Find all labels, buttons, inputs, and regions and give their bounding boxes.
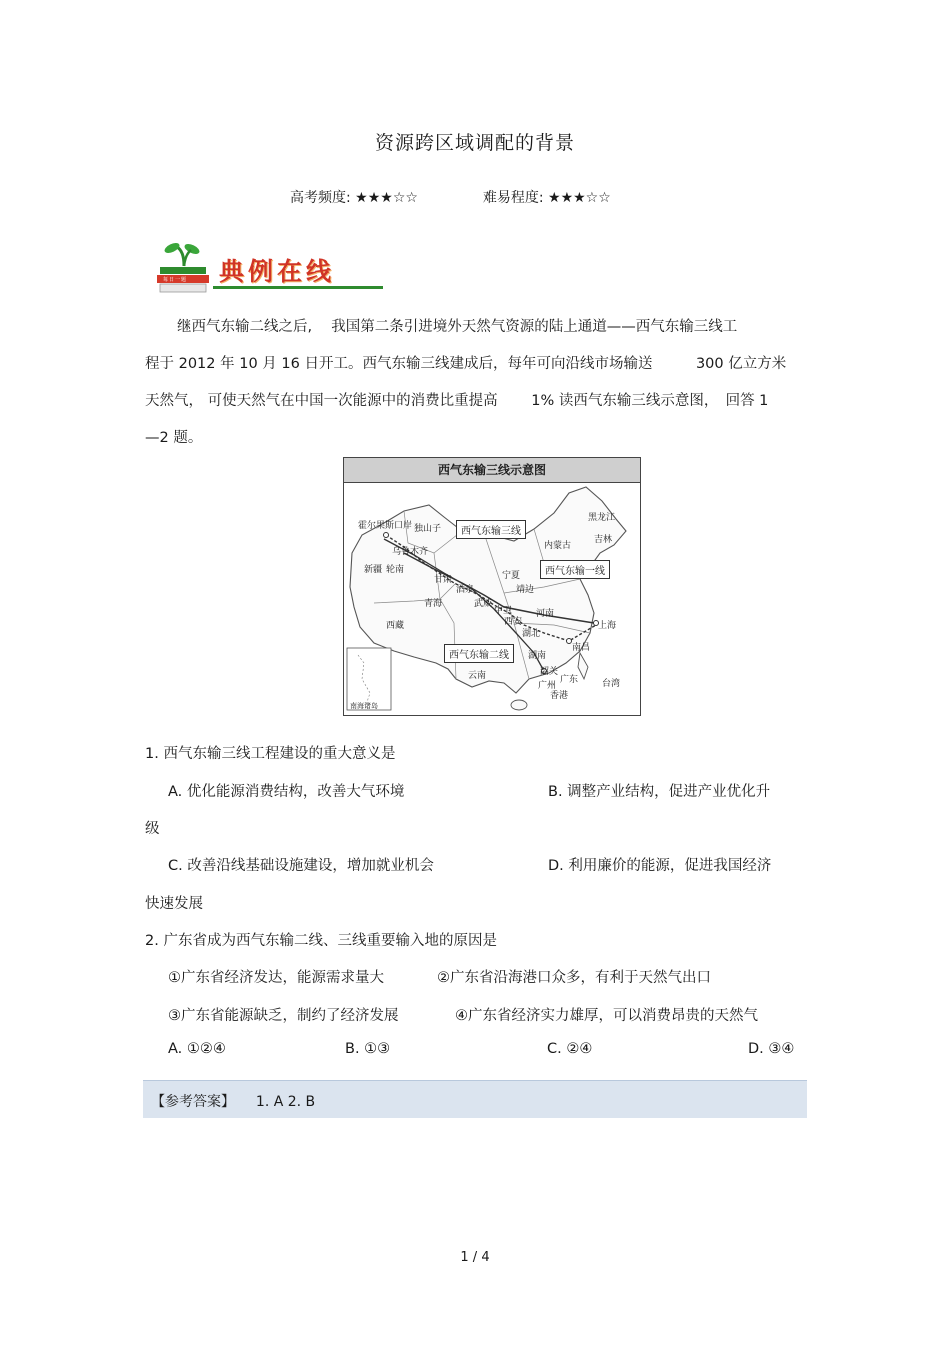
difficulty-label: 难易程度:: [482, 190, 544, 206]
intro-line-2: 程于 2012 年 10 月 16 日开工。西气东输三线建成后，每年可向沿线市场输送 300 亿立方米: [145, 356, 787, 372]
map-label-horgos: 霍尔果斯口岸: [358, 521, 413, 531]
section-banner: [155, 240, 385, 295]
map-label-shanghai: 上海: [598, 621, 617, 631]
map-label-dushanzi: 独山子: [414, 524, 442, 534]
q2-statement-2: ②广东省沿海港口众多，有利于天然气出口: [437, 970, 711, 986]
callout-line-3: 西气东输三线: [456, 520, 526, 539]
frequency-stars: ★★★☆☆: [355, 190, 418, 206]
map-label-hunan: 湖南: [528, 651, 547, 661]
map-label-south-china-sea: 南海诸岛: [350, 702, 378, 710]
map-label-jingbian: 靖边: [516, 585, 535, 595]
banner-underline: [213, 286, 383, 289]
map-title: 西气东输三线示意图: [344, 458, 640, 483]
meta-line: [290, 187, 611, 207]
map-label-neimenggu: 内蒙古: [544, 541, 572, 551]
q2-option-b: B. ①③: [345, 1041, 391, 1057]
answer-bar: [143, 1080, 807, 1118]
q1-option-b: B. 调整产业结构，促进产业优化升: [548, 784, 771, 800]
banner-badge: 每日一题: [163, 277, 188, 283]
map-label-xian: 西安: [504, 617, 523, 627]
q1-option-a: A. 优化能源消费结构，改善大气环境: [168, 784, 405, 800]
callout-line-2: 西气东输二线: [444, 644, 514, 663]
q1-option-b-cont: 级: [145, 821, 160, 837]
difficulty-stars: ★★★☆☆: [548, 190, 611, 206]
answer-label: 【参考答案】: [151, 1094, 235, 1110]
map-label-lunnan: 轮南: [386, 565, 405, 575]
intro-line-3: 天然气， 可使天然气在中国一次能源中的消费比重提高 1% 读西气东输三线示意图， 回答 1: [145, 393, 769, 409]
q2-stem: 2. 广东省成为西气东输二线、三线重要输入地的原因是: [145, 933, 497, 949]
intro-line-1: 继西气东输二线之后, 我国第二条引进境外天然气资源的陆上通道——西气东输三线工: [177, 319, 738, 335]
map-label-heilongjiang: 黑龙江: [588, 513, 616, 523]
map-label-guangzhou: 广州: [538, 681, 557, 691]
map-label-qinghai: 青海: [424, 599, 443, 609]
map-label-hubei: 湖北: [522, 629, 541, 639]
map-label-zhongwei: 中卫: [494, 606, 513, 616]
map-label-guangdong: 广东: [560, 675, 579, 685]
q2-statement-4: ④广东省经济实力雄厚，可以消费昂贵的天然气: [455, 1008, 758, 1024]
map-label-shaoguan: 韶关: [540, 667, 559, 677]
map-label-jiuquan: 酒泉: [456, 585, 475, 595]
map-label-taiwan: 台湾: [602, 679, 621, 689]
map-label-ningxia: 宁夏: [502, 571, 521, 581]
map-label-henan: 河南: [536, 609, 555, 619]
map-label-urumqi: 乌鲁木齐: [392, 547, 429, 557]
frequency-label: 高考频度:: [290, 190, 351, 206]
answer-text: 1. A 2. B: [255, 1094, 316, 1110]
page-number: 1 / 4: [460, 1250, 490, 1265]
q1-option-d-cont: 快速发展: [145, 896, 203, 912]
q2-option-a: A. ①②④: [168, 1041, 226, 1057]
q1-option-c: C. 改善沿线基础设施建设，增加就业机会: [168, 858, 434, 874]
map-label-gansu: 甘肃: [434, 575, 453, 585]
map-label-jilin: 吉林: [594, 535, 613, 545]
map-label-xizang: 西藏: [386, 621, 405, 631]
q1-option-d: D. 利用廉价的能源，促进我国经济: [548, 858, 772, 874]
map-label-wuwei: 武威: [474, 599, 493, 609]
sprout-books-icon: [155, 240, 213, 295]
banner-title: 典例在线: [219, 257, 336, 286]
map-label-nanchang: 南昌: [572, 643, 591, 653]
pipeline-map: [343, 457, 641, 716]
map-label-hongkong: 香港: [550, 691, 569, 701]
q2-option-d: D. ③④: [748, 1041, 795, 1057]
q1-stem: 1. 西气东输三线工程建设的重大意义是: [145, 746, 396, 762]
answer-line: [151, 1091, 315, 1111]
callout-line-1: 西气东输一线: [540, 560, 610, 579]
page-title: 资源跨区域调配的背景: [374, 132, 575, 154]
map-label-xinjiang: 新疆: [364, 565, 383, 575]
intro-line-4: —2 题。: [145, 430, 203, 446]
map-label-yunnan: 云南: [468, 671, 487, 681]
q2-statement-1: ①广东省经济发达，能源需求量大: [168, 970, 384, 986]
q2-option-c: C. ②④: [547, 1041, 593, 1057]
q2-statement-3: ③广东省能源缺乏，制约了经济发展: [168, 1008, 399, 1024]
